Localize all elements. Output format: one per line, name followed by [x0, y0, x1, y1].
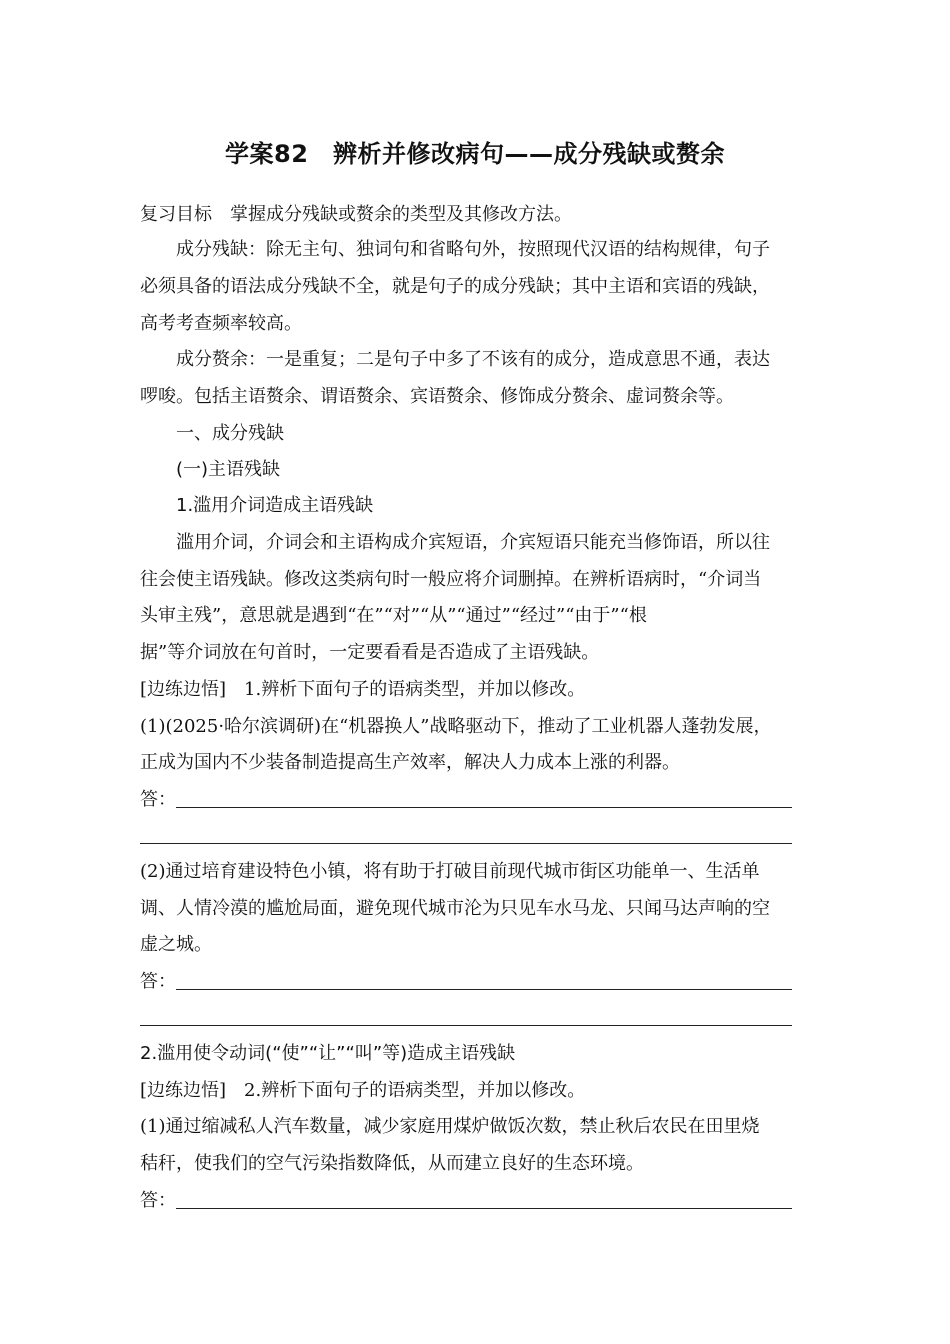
question-line: 虚之城。 — [140, 934, 212, 955]
answer-field[interactable] — [140, 788, 792, 812]
page-title: 学案82 辨析并修改病句——成分残缺或赘余 — [225, 140, 725, 168]
subsection-heading: 1.滥用介词造成主语残缺 — [176, 495, 374, 516]
answer-rule — [176, 989, 792, 990]
question-line: 秸秆，使我们的空气污染指数降低，从而建立良好的生态环境。 — [140, 1153, 644, 1174]
exercise-heading: [边练边悟] 1.辨析下面句子的语病类型，并加以修改。 — [140, 679, 586, 700]
paragraph-line: 成分赘余：一是重复；二是句子中多了不该有的成分，造成意思不通，表达 — [176, 349, 770, 370]
question-line: (2)通过培育建设特色小镇，将有助于打破目前现代城市街区功能单一、生活单 — [140, 861, 760, 882]
answer-field[interactable] — [140, 970, 792, 994]
question-line: (1)(2025·哈尔滨调研)在“机器换人”战略驱动下，推动了工业机器人蓬勃发展， — [140, 716, 772, 737]
section-heading: 一、成分残缺 — [176, 423, 284, 444]
answer-rule — [176, 1208, 792, 1209]
paragraph-line: 必须具备的语法成分残缺不全，就是句子的成分残缺；其中主语和宾语的残缺， — [140, 276, 770, 297]
answer-blank-line[interactable] — [140, 1025, 792, 1026]
question-line: 正成为国内不少装备制造提高生产效率，解决人力成本上涨的利器。 — [140, 752, 680, 773]
answer-label: 答： — [140, 789, 176, 810]
paragraph-line: 成分残缺：除无主句、独词句和省略句外，按照现代汉语的结构规律，句子 — [176, 239, 770, 260]
paragraph-line: 滥用介词，介词会和主语构成介宾短语，介宾短语只能充当修饰语，所以往 — [176, 532, 770, 553]
review-goal: 复习目标 掌握成分残缺或赘余的类型及其修改方法。 — [140, 204, 572, 225]
answer-rule — [176, 807, 792, 808]
answer-field[interactable] — [140, 1189, 792, 1213]
answer-label: 答： — [140, 1190, 176, 1211]
paragraph-line: 头审主残”，意思就是遇到“在”“对”“从”“通过”“经过”“由于”“根 — [140, 605, 647, 626]
paragraph-line: 啰唆。包括主语赘余、谓语赘余、宾语赘余、修饰成分赘余、虚词赘余等。 — [140, 386, 734, 407]
subsection-heading: 2.滥用使令动词(“使”“让”“叫”等)造成主语残缺 — [140, 1043, 516, 1064]
question-line: (1)通过缩减私人汽车数量，减少家庭用煤炉做饭次数，禁止秋后农民在田里烧 — [140, 1116, 760, 1137]
subsection-heading: (一)主语残缺 — [176, 459, 281, 480]
answer-blank-line[interactable] — [140, 843, 792, 844]
exercise-heading: [边练边悟] 2.辨析下面句子的语病类型，并加以修改。 — [140, 1080, 586, 1101]
answer-label: 答： — [140, 971, 176, 992]
question-line: 调、人情冷漠的尴尬局面，避免现代城市沦为只见车水马龙、只闻马达声响的空 — [140, 898, 770, 919]
paragraph-line: 往会使主语残缺。修改这类病句时一般应将介词删掉。在辨析语病时，“介词当 — [140, 569, 762, 590]
paragraph-line: 据”等介词放在句首时，一定要看看是否造成了主语残缺。 — [140, 642, 600, 663]
paragraph-line: 高考考查频率较高。 — [140, 313, 302, 334]
